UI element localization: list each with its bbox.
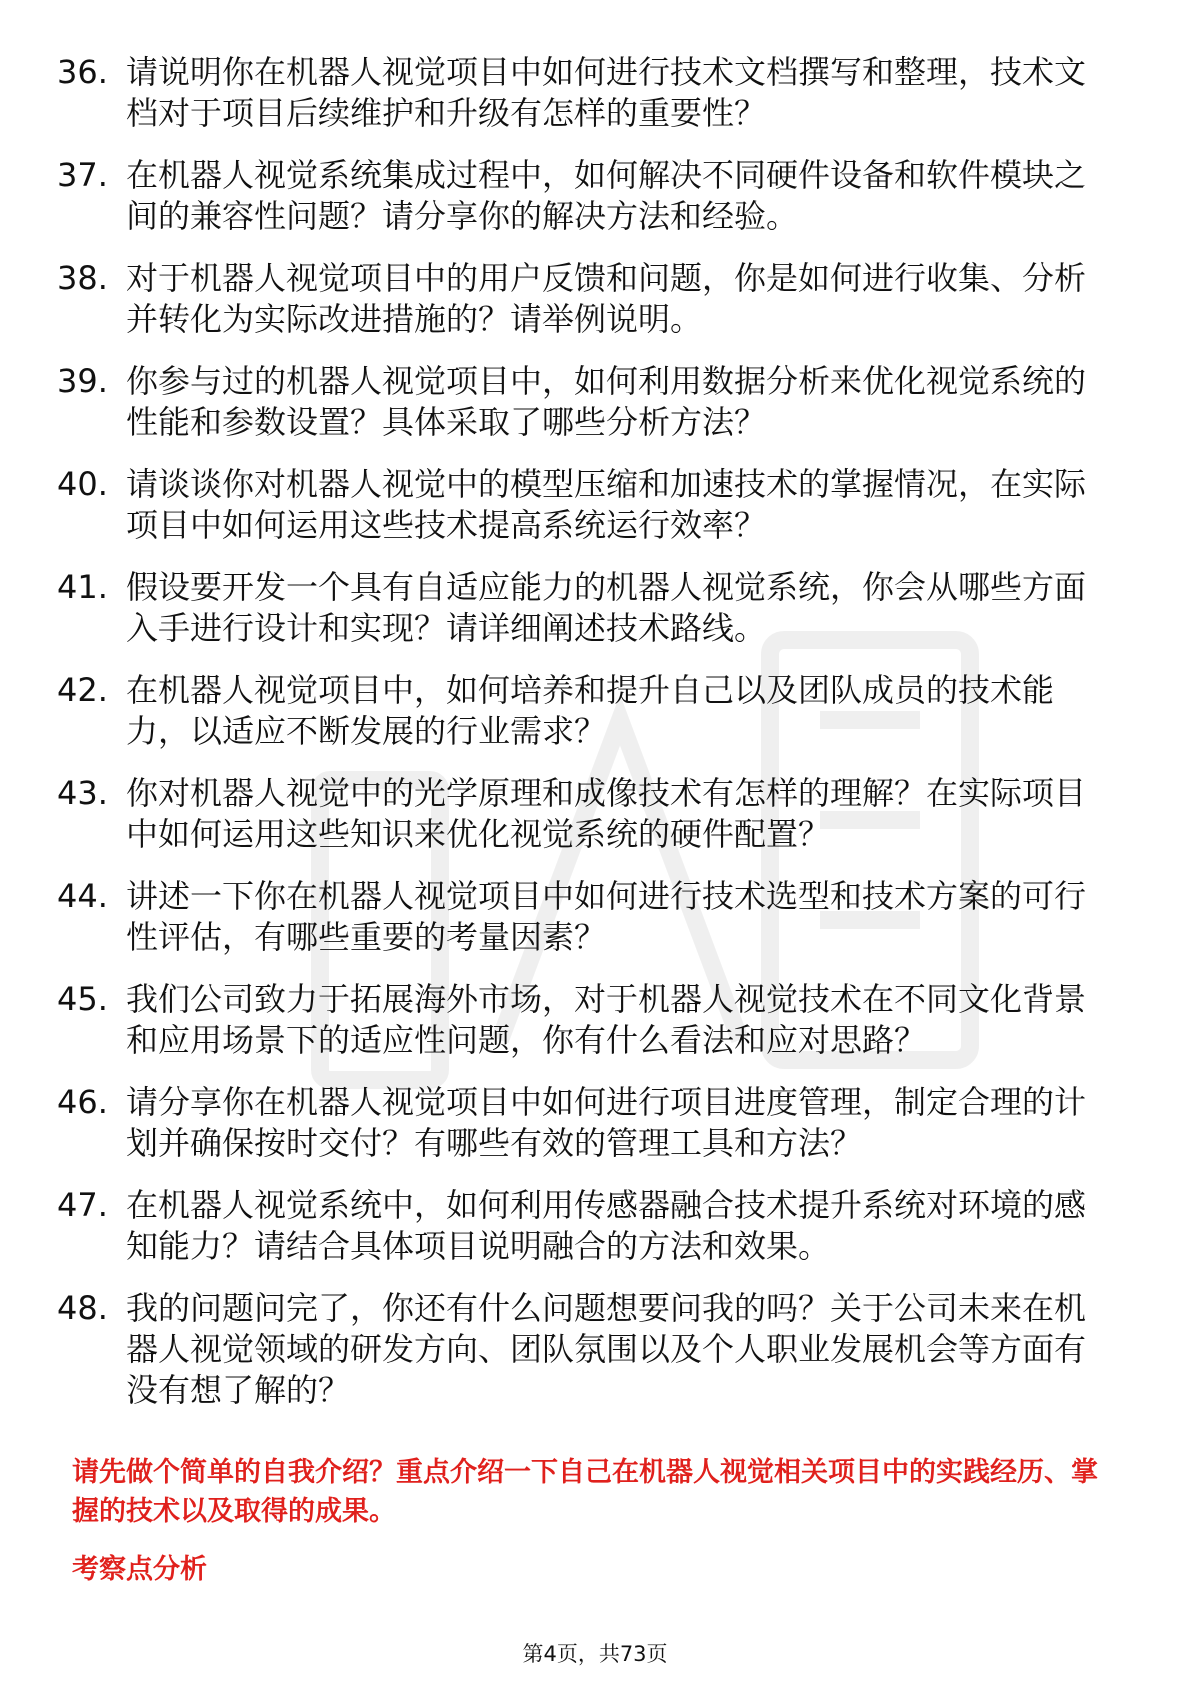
question-text: 在机器人视觉系统中，如何利用传感器融合技术提升系统对环境的感知能力？请结合具体项目说明融合的方法和效果。 (126, 1186, 1087, 1265)
question-number: 46. (57, 1083, 108, 1121)
question-text: 我的问题问完了，你还有什么问题想要问我的吗？关于公司未来在机器人视觉领域的研发方向、团队氛围以及个人职业发展机会等方面有没有想了解的？ (126, 1289, 1087, 1409)
question-item (57, 464, 1117, 546)
question-number: 47. (57, 1186, 108, 1224)
question-list (57, 52, 1117, 1432)
question-item (57, 876, 1117, 958)
question-number: 42. (57, 671, 108, 709)
question-text: 在机器人视觉系统集成过程中，如何解决不同硬件设备和软件模块之间的兼容性问题？请分享你的解决方法和经验。 (126, 156, 1087, 235)
question-item (57, 155, 1117, 237)
question-item (57, 52, 1117, 134)
question-text: 假设要开发一个具有自适应能力的机器人视觉系统，你会从哪些方面入手进行设计和实现？请详细阐述技术路线。 (126, 568, 1087, 647)
page-footer: 第4页，共73页 (522, 1642, 668, 1666)
question-item (57, 773, 1117, 855)
question-text: 讲述一下你在机器人视觉项目中如何进行技术选型和技术方案的可行性评估，有哪些重要的考量因素？ (126, 877, 1087, 956)
question-number: 43. (57, 774, 108, 812)
question-text: 你参与过的机器人视觉项目中，如何利用数据分析来优化视觉系统的性能和参数设置？具体采取了哪些分析方法？ (126, 362, 1087, 441)
question-number: 45. (57, 980, 108, 1018)
question-number: 44. (57, 877, 108, 915)
question-text: 在机器人视觉项目中，如何培养和提升自己以及团队成员的技术能力，以适应不断发展的行业需求？ (126, 671, 1055, 750)
question-item (57, 979, 1117, 1061)
question-item (57, 258, 1117, 340)
question-text: 你对机器人视觉中的光学原理和成像技术有怎样的理解？在实际项目中如何运用这些知识来优化视觉系统的硬件配置？ (126, 774, 1087, 853)
question-text: 请分享你在机器人视觉项目中如何进行项目进度管理，制定合理的计划并确保按时交付？有哪些有效的管理工具和方法？ (126, 1083, 1087, 1162)
highlight-question: 请先做个简单的自我介绍？重点介绍一下自己在机器人视觉相关项目中的实践经历、掌握的技术以及取得的成果。 (72, 1457, 1098, 1527)
question-text: 我们公司致力于拓展海外市场，对于机器人视觉技术在不同文化背景和应用场景下的适应性问题，你有什么看法和应对思路？ (126, 980, 1087, 1059)
question-item (57, 670, 1117, 752)
question-number: 41. (57, 568, 108, 606)
question-text: 对于机器人视觉项目中的用户反馈和问题，你是如何进行收集、分析并转化为实际改进措施的？请举例说明。 (126, 259, 1087, 338)
question-item (57, 567, 1117, 649)
question-text: 请谈谈你对机器人视觉中的模型压缩和加速技术的掌握情况，在实际项目中如何运用这些技术提高系统运行效率？ (126, 465, 1087, 544)
question-number: 38. (57, 259, 108, 297)
question-text: 请说明你在机器人视觉项目中如何进行技术文档撰写和整理，技术文档对于项目后续维护和升级有怎样的重要性？ (126, 53, 1087, 132)
question-item (57, 361, 1117, 443)
question-number: 36. (57, 53, 108, 91)
question-number: 48. (57, 1289, 108, 1327)
question-item (57, 1082, 1117, 1164)
question-item (57, 1185, 1117, 1267)
question-number: 40. (57, 465, 108, 503)
section-heading: 考察点分析 (72, 1554, 207, 1585)
question-number: 39. (57, 362, 108, 400)
question-item (57, 1288, 1117, 1411)
question-number: 37. (57, 156, 108, 194)
